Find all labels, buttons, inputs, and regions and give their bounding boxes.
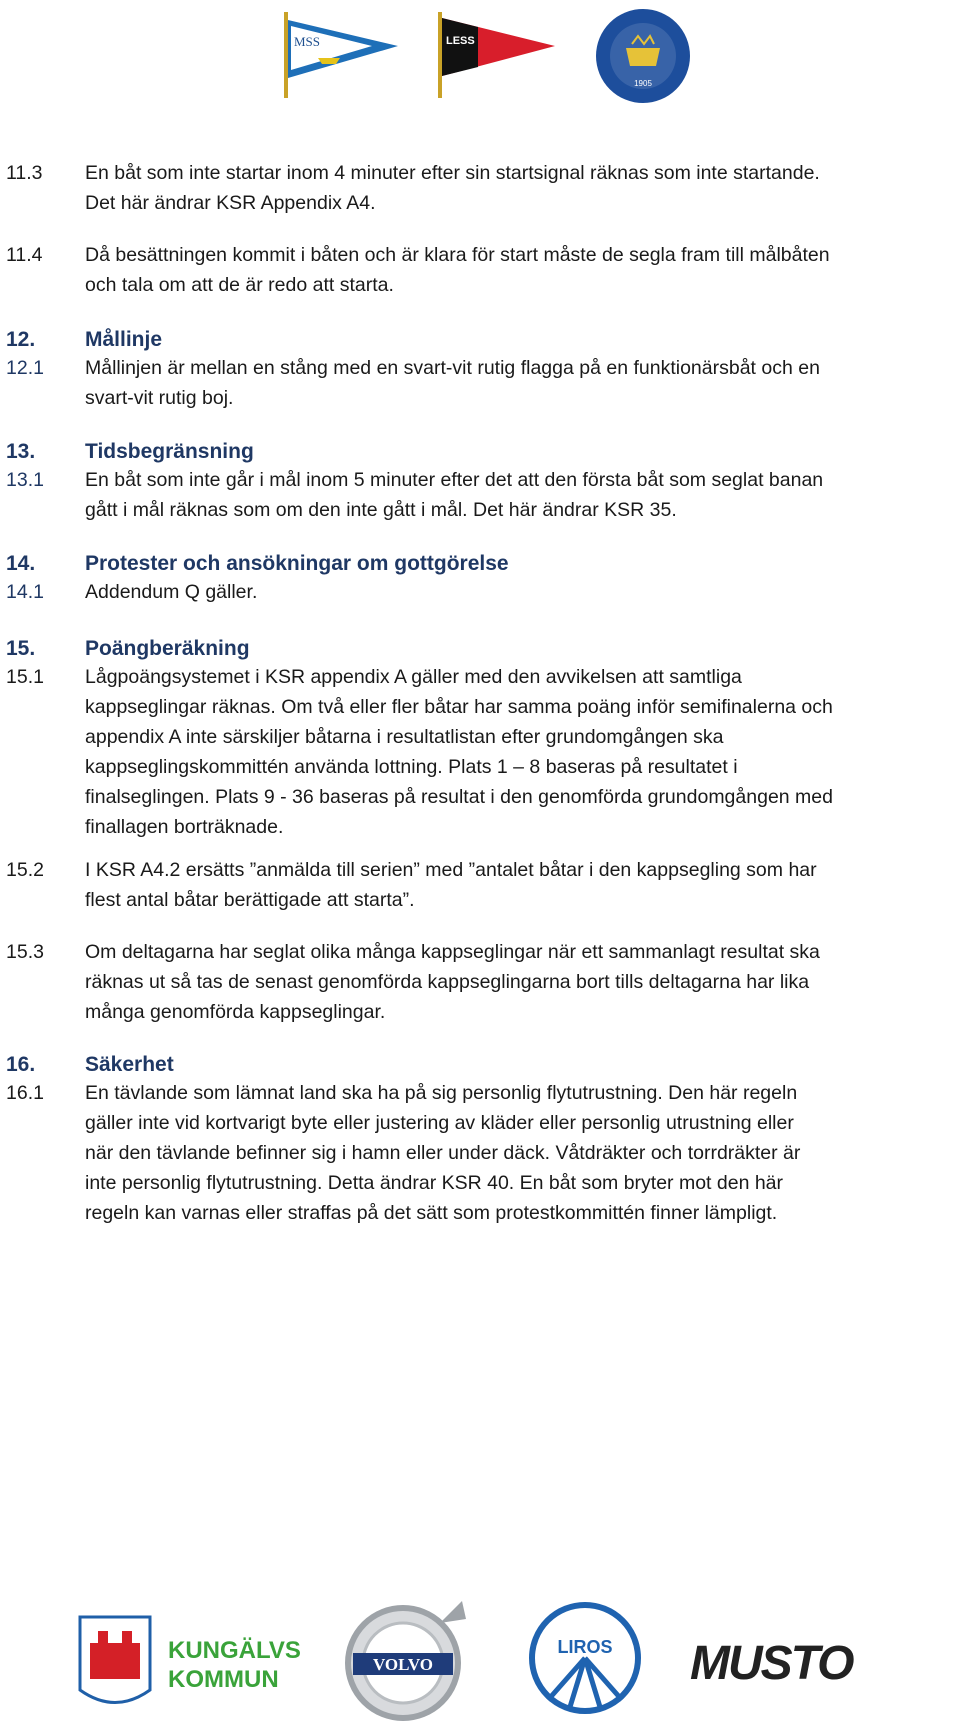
rule-line: En båt som inte startar inom 4 minuter efter sin startsignal räknas som inte startande. [85, 162, 820, 184]
rule-number: 11.3 [6, 162, 43, 184]
rule-line: gäller inte vid kortvarigt byte eller justering av kläder eller personlig utrustning eller [85, 1112, 794, 1134]
rule-text [85, 937, 955, 1027]
rule-line: Då besättningen kommit i båten och är klara för start måste de segla fram till målbåten [85, 244, 830, 266]
rule-line: Lågpoängsystemet i KSR appendix A gäller med den avvikelsen att samtliga [85, 666, 742, 688]
rule-line: svart-vit rutig boj. [85, 387, 234, 409]
less-pennant-logo [438, 12, 555, 98]
rule-text [85, 158, 955, 218]
header-logos [0, 6, 960, 106]
rule-line: En båt som inte går i mål inom 5 minuter efter det att den första båt som seglat banan [85, 469, 824, 491]
rule-text [85, 465, 955, 525]
section-title: Protester och ansökningar om gottgörelse [85, 552, 509, 575]
liros-logo [532, 1605, 638, 1711]
rule-line: många genomförda kappseglingar. [85, 1001, 386, 1023]
svg-text:MSS: MSS [294, 34, 321, 49]
musto-logo [690, 1637, 854, 1690]
ssf-emblem-logo [596, 9, 690, 103]
svg-text:LIROS: LIROS [557, 1637, 613, 1657]
rule-line: Mållinjen är mellan en stång med en svart-vit rutig flagga på en funktionärsbåt och en [85, 357, 820, 379]
section-number: 16. [6, 1053, 36, 1076]
svg-text:KUNGÄLVS: KUNGÄLVS [168, 1637, 301, 1664]
rule-number: 15.3 [6, 941, 44, 963]
rule-number: 14.1 [6, 581, 44, 603]
sponsor-logos-art [0, 1595, 960, 1725]
rule-line: regeln kan varnas eller straffas på det sätt som protestkommittén finner lämpligt. [85, 1202, 778, 1224]
mss-pennant-logo [284, 12, 398, 98]
rule-line: räknas ut så tas de senast genomförda kappseglingarna bort tills deltagarna har lika [85, 971, 810, 993]
section-number: 15. [6, 637, 36, 660]
rule-number: 11.4 [6, 244, 43, 266]
sponsor-logos [0, 1595, 960, 1725]
svg-text:VOLVO: VOLVO [372, 1655, 434, 1674]
svg-text:LESS: LESS [446, 35, 475, 47]
rule-number: 13.1 [6, 469, 44, 491]
kungalv-kommun-logo [80, 1617, 301, 1703]
section-number: 13. [6, 440, 36, 463]
rule-line: kappseglingar räknas. Om två eller fler båtar har samma poäng inför semifinalerna och [85, 696, 833, 718]
rule-text [85, 662, 955, 842]
rule-number: 15.2 [6, 859, 44, 881]
rule-line: flest antal båtar berättigade att starta”. [85, 889, 415, 911]
rule-number: 12.1 [6, 357, 44, 379]
club-flags-logo [0, 6, 960, 106]
rule-line: när den tävlande befinner sig i hamn eller under däck. Våtdräkter och torrdräkter är [85, 1142, 801, 1164]
section-number: 14. [6, 552, 36, 575]
rule-text [85, 855, 955, 915]
rule-line: finalseglingen. Plats 9 - 36 baseras på resultat i den genomförda grundomgången med [85, 786, 833, 808]
rule-line: och tala om att de är redo att starta. [85, 274, 394, 296]
rule-line: I KSR A4.2 ersätts ”anmälda till serien” med ”antalet båtar i den kappsegling som har [85, 859, 817, 881]
rule-line: kappseglingskommittén använda lottning. Plats 1 – 8 baseras på resultatet i [85, 756, 738, 778]
section-title: Säkerhet [85, 1053, 174, 1076]
section-title: Mållinje [85, 328, 163, 351]
rule-line: Det här ändrar KSR Appendix A4. [85, 192, 376, 214]
rule-text [85, 577, 955, 607]
rule-line: finallagen borträknade. [85, 816, 284, 838]
rule-text [85, 240, 955, 300]
rule-line: Om deltagarna har seglat olika många kappseglingar när ett sammanlagt resultat ska [85, 941, 820, 963]
rule-line: Addendum Q gäller. [85, 581, 258, 603]
section-title: Poängberäkning [85, 637, 250, 660]
rule-line: En tävlande som lämnat land ska ha på sig personlig flytutrustning. Den här regeln [85, 1082, 798, 1104]
svg-text:1905: 1905 [634, 79, 652, 88]
rule-number: 15.1 [6, 666, 44, 688]
svg-text:KOMMUN: KOMMUN [168, 1666, 279, 1693]
section-title: Tidsbegränsning [85, 440, 254, 463]
section-number: 12. [6, 328, 36, 351]
rule-line: appendix A inte särskiljer båtarna i resultatlistan efter grundomgången ska [85, 726, 724, 748]
rule-text [85, 353, 955, 413]
svg-text:MUSTO: MUSTO [690, 1637, 853, 1690]
rule-text [85, 1078, 955, 1228]
rule-line: gått i mål räknas som om den inte gått i mål. Det här ändrar KSR 35. [85, 499, 677, 521]
rule-line: inte personlig flytutrustning. Detta ändrar KSR 40. En båt som bryter mot den här [85, 1172, 784, 1194]
rule-number: 16.1 [6, 1082, 44, 1104]
volvo-logo [348, 1601, 466, 1718]
